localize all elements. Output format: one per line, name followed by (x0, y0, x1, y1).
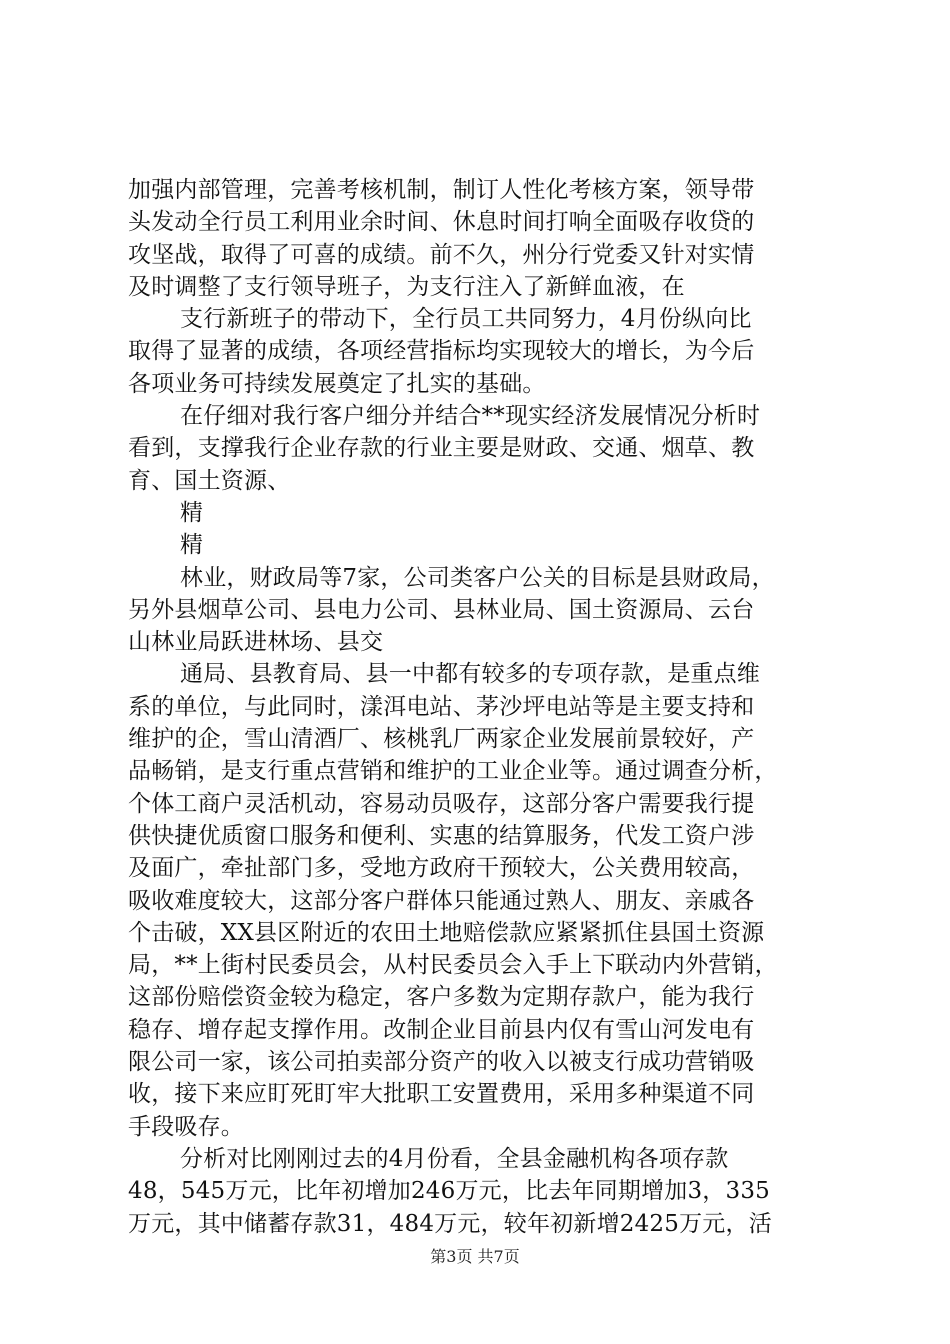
text-line: 及时调整了支行领导班子，为支行注入了新鲜血液，在 (128, 273, 685, 300)
text-line: 个击破，XX县区附近的农田土地赔偿款应紧紧抓住县国土资源 (128, 919, 765, 946)
text-line: 看到，支撑我行企业存款的行业主要是财政、交通、烟草、教 (128, 435, 755, 462)
text-line: 局，**上街村民委员会，从村民委员会入手上下联动内外营销， (128, 952, 778, 979)
text-line: 在仔细对我行客户细分并结合**现实经济发展情况分析时 (180, 403, 761, 430)
text-line: 分析对比刚刚过去的4月份看，全县金融机构各项存款 (180, 1145, 729, 1172)
text-line: 通局、县教育局、县一中都有较多的专项存款，是重点维 (180, 661, 760, 688)
text-line: 林业，财政局等7家，公司类客户公关的目标是县财政局， (180, 564, 775, 591)
text-line: 各项业务可持续发展奠定了扎实的基础。 (128, 370, 546, 397)
text-line: 维护的企，雪山清酒厂、核桃乳厂两家企业发展前景较好，产 (128, 726, 755, 753)
text-line: 及面广，牵扯部门多，受地方政府干预较大，公关费用较高， (128, 855, 755, 882)
text-line: 这部份赔偿资金较为稳定，客户多数为定期存款户，能为我行 (128, 984, 755, 1011)
text-line: 系的单位，与此同时，漾洱电站、茅沙坪电站等是主要支持和 (128, 693, 755, 720)
page-footer: 第3页 共7页 (430, 1247, 520, 1266)
text-line: 限公司一家，该公司拍卖部分资产的收入以被支行成功营销吸 (128, 1049, 755, 1076)
text-line: 攻坚战，取得了可喜的成绩。前不久，州分行党委又针对实情 (128, 241, 755, 268)
text-line: 加强内部管理，完善考核机制，制订人性化考核方案，领导带 (128, 177, 755, 203)
text-line: 48，545万元，比年初增加246万元，比去年同期增加3，335 (128, 1178, 770, 1205)
text-line: 手段吸存。 (128, 1113, 244, 1140)
text-line: 另外县烟草公司、县电力公司、县林业局、国土资源局、云台 (128, 596, 755, 623)
text-line: 山林业局跃进林场、县交 (128, 629, 384, 656)
text-line: 收，接下来应盯死盯牢大批职工安置费用，采用多种渠道不同 (128, 1081, 755, 1108)
text-line: 供快捷优质窗口服务和便利、实惠的结算服务，代发工资户涉 (128, 822, 755, 849)
text-line: 品畅销，是支行重点营销和维护的工业企业等。通过调查分析， (128, 758, 778, 785)
document-body (128, 174, 848, 1240)
text-line: 万元，其中储蓄存款31，484万元，较年初新增2425万元，活 (128, 1210, 772, 1237)
text-line: 头发动全行员工利用业余时间、休息时间打响全面吸存收贷的 (128, 209, 755, 236)
text-line: 支行新班子的带动下，全行员工共同努力，4月份纵向比 (180, 306, 752, 333)
text-line: 吸收难度较大，这部分客户群体只能通过熟人、朋友、亲戚各 (128, 887, 755, 914)
text-line: 育、国土资源、 (128, 467, 291, 494)
text-line: 取得了显著的成绩，各项经营指标均实现较大的增长，为今后 (128, 338, 755, 365)
text-line: 精 (180, 532, 204, 559)
text-line: 个体工商户灵活机动，容易动员吸存，这部分客户需要我行提 (128, 790, 755, 817)
text-line: 稳存、增存起支撑作用。改制企业目前县内仅有雪山河发电有 (128, 1016, 755, 1043)
text-line: 精 (180, 499, 204, 526)
